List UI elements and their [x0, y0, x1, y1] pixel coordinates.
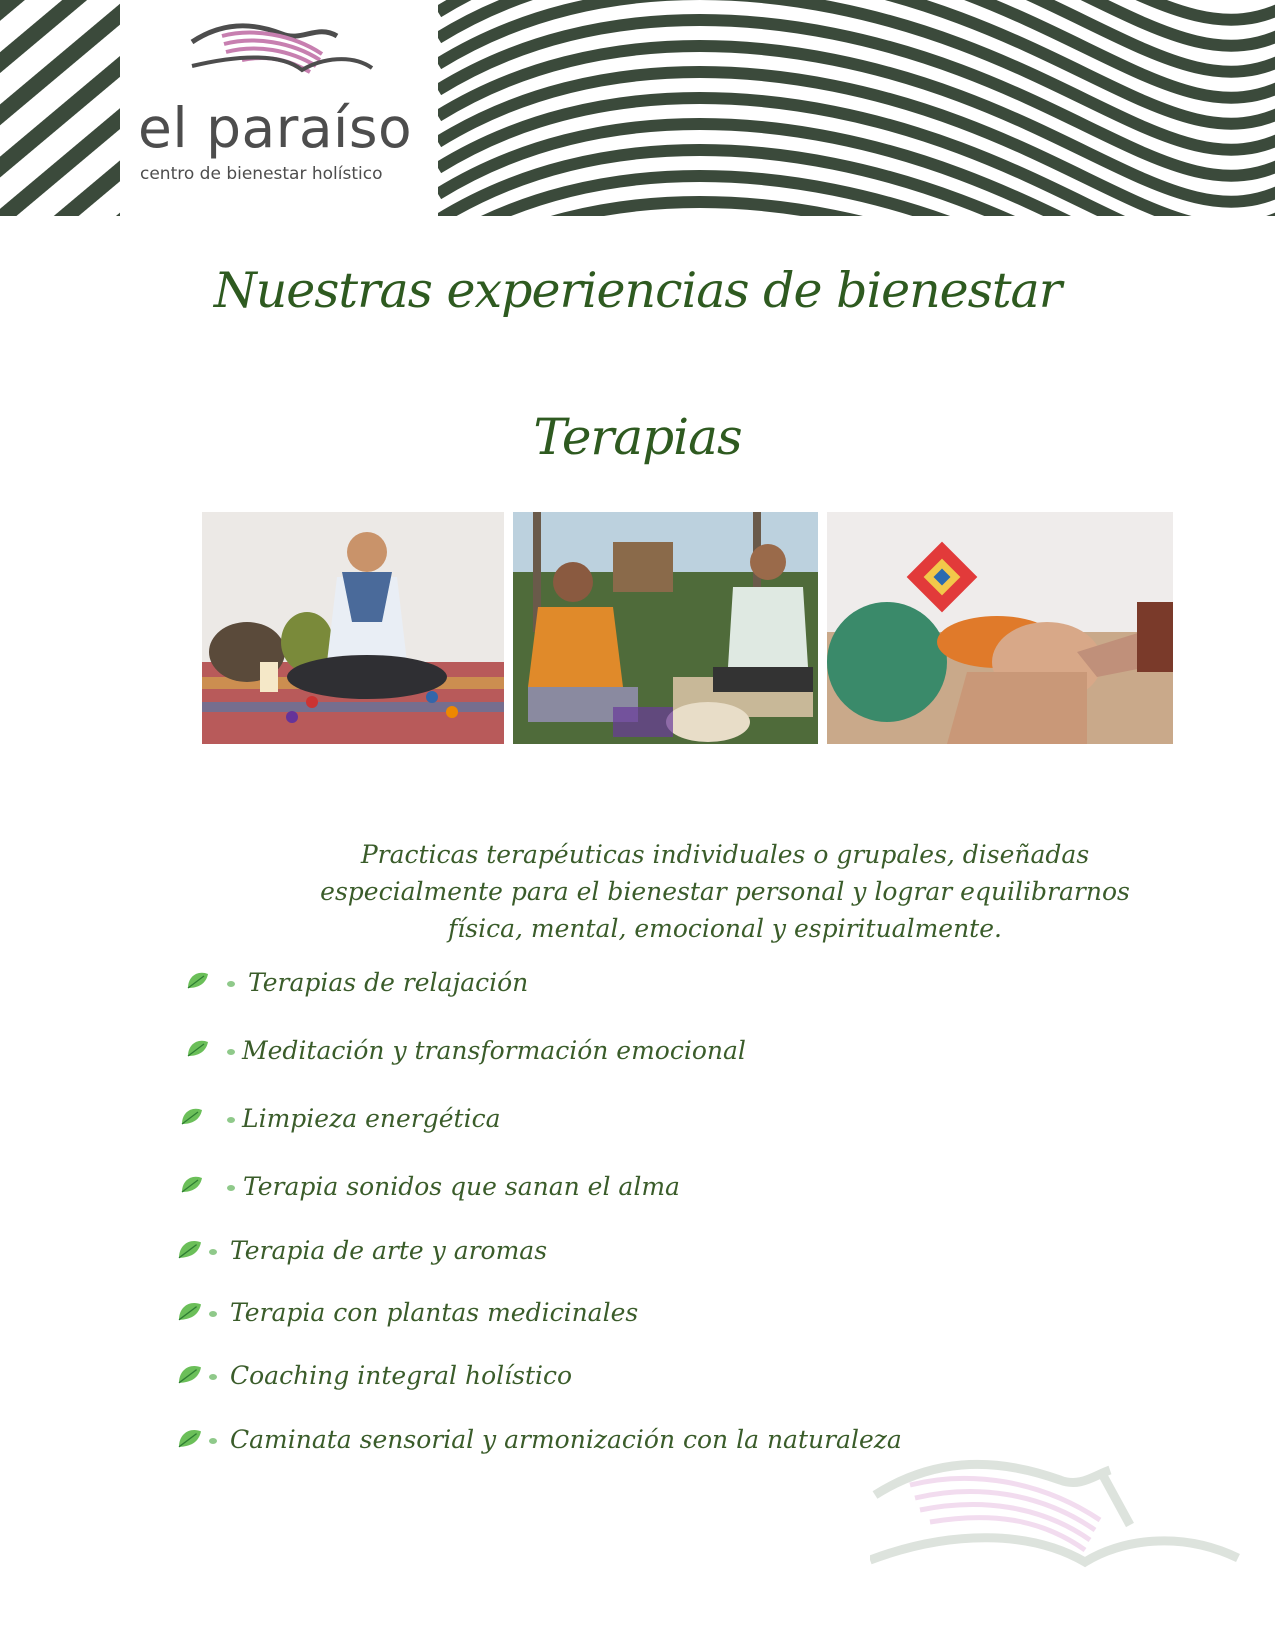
section-title: Terapias — [533, 408, 742, 466]
dot-icon — [208, 1373, 218, 1381]
therapy-label: Terapias de relajación — [248, 968, 529, 997]
therapy-label: Limpieza energética — [242, 1104, 501, 1133]
photo-outdoor-session — [513, 512, 818, 744]
leaf-icon — [186, 1038, 210, 1058]
page-header — [0, 0, 1275, 216]
dot-icon — [226, 980, 236, 988]
leaf-icon — [180, 1106, 204, 1126]
intro-line: física, mental, emocional y espiritualmente. — [448, 914, 1002, 943]
dot-icon — [226, 1116, 236, 1124]
logo-wave-icon — [182, 14, 377, 84]
photo-head-massage — [827, 512, 1173, 744]
leaf-icon — [176, 1238, 204, 1260]
therapy-label: Terapia con plantas medicinales — [230, 1298, 639, 1327]
dot-icon — [208, 1437, 218, 1445]
therapy-label: Caminata sensorial y armonización con la naturaleza — [230, 1425, 902, 1454]
dot-icon — [226, 1184, 236, 1192]
logo — [120, 0, 438, 216]
dot-icon — [208, 1310, 218, 1318]
therapy-label: Terapia sonidos que sanan el alma — [243, 1172, 680, 1201]
brand-tagline: centro de bienestar holístico — [140, 164, 383, 184]
therapy-label: Coaching integral holístico — [230, 1361, 573, 1390]
dot-icon — [226, 1048, 236, 1056]
therapy-label: Terapia de arte y aromas — [230, 1236, 548, 1265]
leaf-icon — [176, 1427, 204, 1449]
dot-icon — [208, 1248, 218, 1256]
leaf-icon — [180, 1174, 204, 1194]
logo-watermark-icon — [870, 1450, 1240, 1590]
photo-woman-weaving — [202, 512, 504, 744]
therapy-label: Meditación y transformación emocional — [242, 1036, 746, 1065]
leaf-icon — [176, 1363, 204, 1385]
intro-line: especialmente para el bienestar personal y lograr equilibrarnos — [320, 877, 1130, 906]
leaf-icon — [186, 970, 210, 990]
page-title: Nuestras experiencias de bienestar — [213, 262, 1062, 319]
brand-name: el paraíso — [138, 96, 413, 160]
leaf-icon — [176, 1300, 204, 1322]
intro-line: Practicas terapéuticas individuales o grupales, diseñadas — [360, 840, 1090, 869]
intro-paragraph — [320, 836, 1130, 947]
